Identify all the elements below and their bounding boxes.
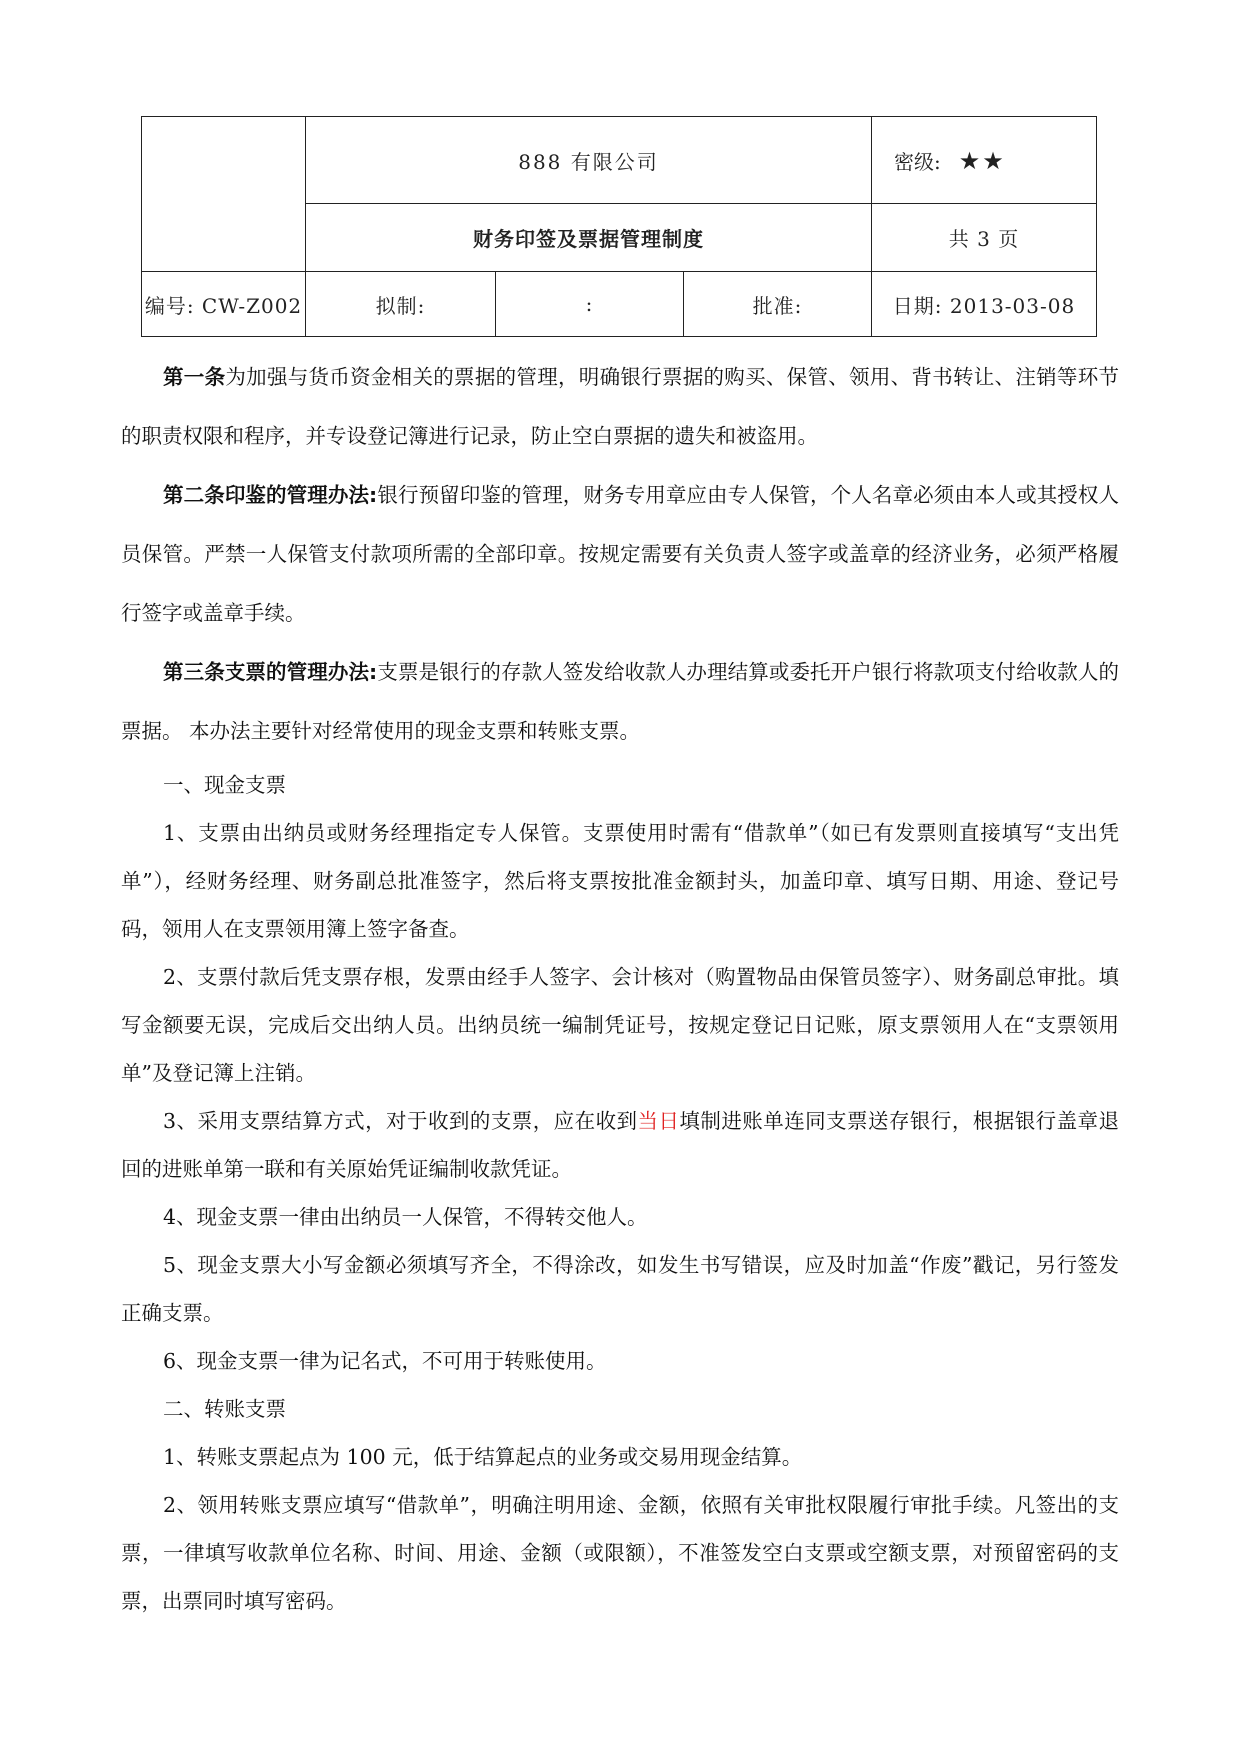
document-header-table	[141, 116, 1097, 337]
secrecy-label: 密级:	[894, 149, 941, 174]
secrecy-stars: ★★	[958, 146, 1006, 175]
cash-check-item-1: 1、支票由出纳员或财务经理指定专人保管。支票使用时需有“借款单”（如已有发票则直接填写“支出凭单”），经财务经理、财务副总批准签字，然后将支票按批准金额封头，加盖印章、填写日期、用途、登记号码，领用人在支票领用簿上签字备查。	[121, 821, 1119, 941]
cash-check-item-6: 6、现金支票一律为记名式，不可用于转账使用。	[163, 1349, 607, 1373]
document-date: 日期: 2013-03-08	[872, 272, 1097, 337]
article-1-text: 为加强与货币资金相关的票据的管理，明确银行票据的购买、保管、领用、背书转让、注销等环节的职责权限和程序，并专设登记簿进行记录，防止空白票据的遗失和被盗用。	[121, 365, 1120, 448]
cash-check-item-3	[121, 1097, 1119, 1193]
cash-check-heading: 一、现金支票	[163, 773, 286, 797]
article-3-lead: 第三条支票的管理办法:	[163, 660, 378, 684]
document-body	[121, 348, 1119, 1625]
secrecy-level-cell	[872, 117, 1097, 204]
same-day-highlight: 当日	[637, 1109, 680, 1133]
transfer-check-heading: 二、转账支票	[163, 1397, 286, 1421]
company-name: 888 有限公司	[306, 117, 872, 204]
approved-by-label: 批准:	[684, 272, 872, 337]
article-2-text: 银行预留印鉴的管理，财务专用章应由专人保管，个人名章必须由本人或其授权人员保管。严禁一人保管支付款项所需的全部印章。按规定需要有关负责人签字或盖章的经济业务，必须严格履行签字或盖章手续。	[121, 483, 1120, 625]
drafted-by-label: 拟制:	[306, 272, 496, 337]
cash-check-item-2: 2、支票付款后凭支票存根，发票由经手人签字、会计核对（购置物品由保管员签字）、财务副总审批。填写金额要无误，完成后交出纳人员。出纳员统一编制凭证号，按规定登记日记账，原支票领用人在“支票领用单”及登记簿上注销。	[121, 965, 1119, 1085]
cash-check-item-5: 5、现金支票大小写金额必须填写齐全，不得涂改，如发生书写错误，应及时加盖“作废”戳记，另行签发正确支票。	[121, 1253, 1119, 1325]
transfer-check-item-1: 1、转账支票起点为 100 元，低于结算起点的业务或交易用现金结算。	[163, 1445, 803, 1469]
transfer-check-item-2: 2、领用转账支票应填写“借款单”，明确注明用途、金额，依照有关审批权限履行审批手续。凡签出的支票，一律填写收款单位名称、时间、用途、金额（或限额），不准签发空白支票或空额支票，对预留密码的支票，出票同时填写密码。	[121, 1493, 1119, 1613]
document-title: 财务印签及票据管理制度	[306, 204, 872, 272]
cash-check-item-3-start: 3、采用支票结算方式，对于收到的支票，应在收到	[163, 1109, 638, 1133]
page-count: 共 3 页	[872, 204, 1097, 272]
document-number: 编号: CW-Z002	[142, 272, 306, 337]
article-2	[121, 466, 1119, 643]
article-1	[121, 348, 1119, 466]
cash-check-item-3-end: 填制进账单连同支票送存银行，根据银行盖章退回的进账单第一联和有关原始凭证编制收款凭证。	[121, 1109, 1120, 1181]
article-3-text: 支票是银行的存款人签发给收款人办理结算或委托开户银行将款项支付给收款人的票据。 本办法主要针对经常使用的现金支票和转账支票。	[121, 660, 1120, 743]
article-1-lead: 第一条	[163, 365, 226, 389]
drafted-by-value: :	[496, 272, 684, 337]
logo-cell	[142, 117, 306, 272]
cash-check-item-4: 4、现金支票一律由出纳员一人保管，不得转交他人。	[163, 1205, 648, 1229]
article-3	[121, 643, 1119, 761]
article-2-lead: 第二条印鉴的管理办法:	[163, 483, 378, 507]
